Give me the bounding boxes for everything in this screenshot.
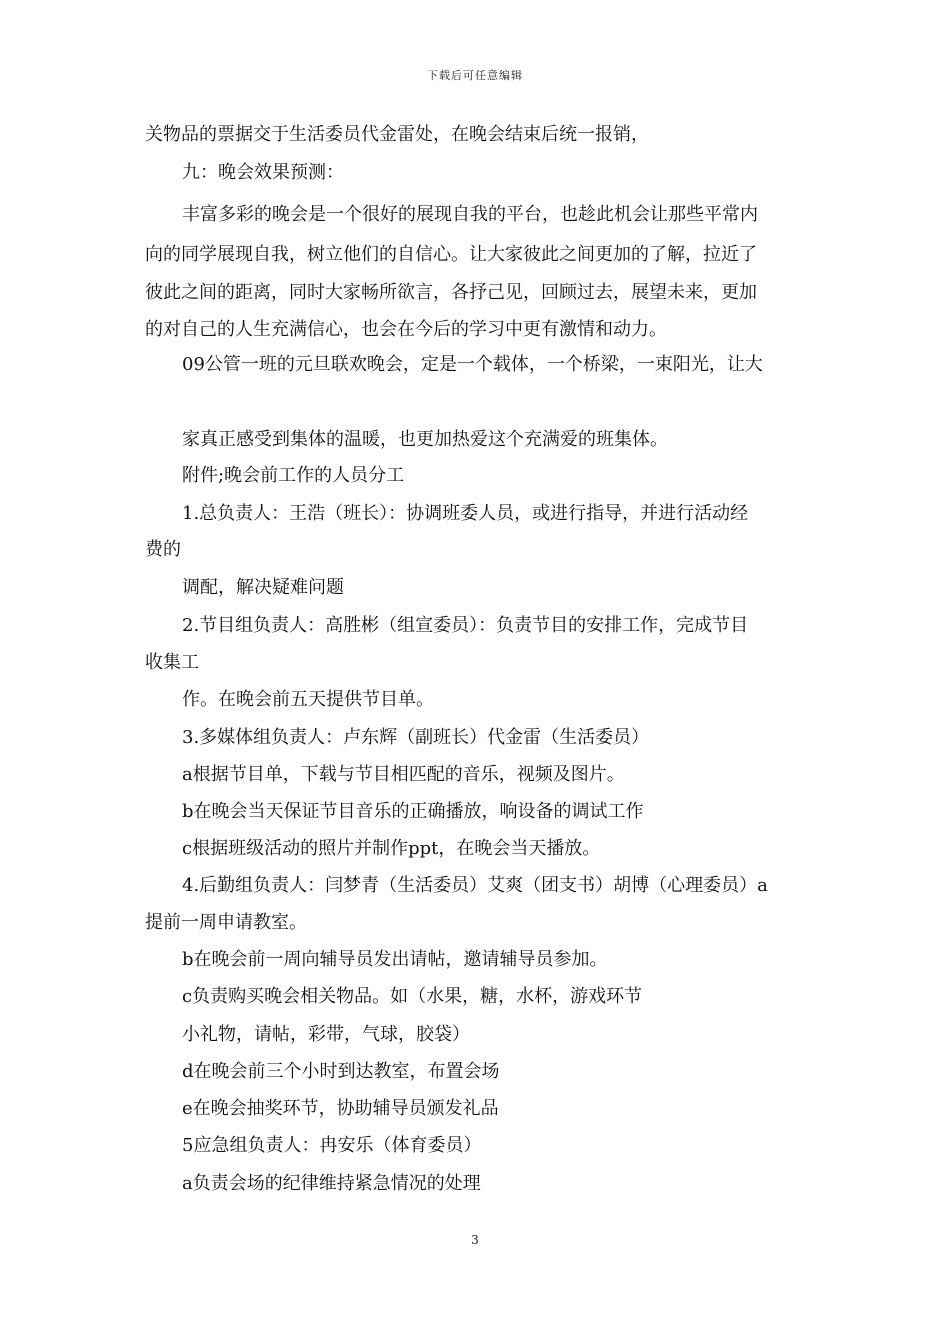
list-item: 4.后勤组负责人：闫梦青（生活委员）艾爽（团支书）胡博（心理委员）a: [182, 875, 768, 896]
paragraph-line: 09公管一班的元旦联欢晚会，定是一个载体，一个桥梁，一束阳光，让大: [182, 354, 763, 375]
list-item: 1.总负责人：王浩（班长）：协调班委人员，或进行指导，并进行活动经: [182, 503, 749, 524]
sub-item: c负责购买晚会相关物品。如（水果，糖，水杯，游戏环节: [182, 986, 643, 1007]
list-item: 3.多媒体组负责人：卢东辉（副班长）代金雷（生活委员）: [182, 727, 650, 748]
list-item-continued: 作。在晚会前五天提供节目单。: [182, 689, 434, 710]
paragraph-line: 丰富多彩的晚会是一个很好的展现自我的平台，也趁此机会让那些平常内: [182, 204, 758, 225]
sub-item: a负责会场的纪律维持紧急情况的处理: [182, 1173, 481, 1194]
page-header: 下载后可任意编辑: [427, 69, 523, 82]
paragraph-line: 家真正感受到集体的温暖，也更加热爱这个充满爱的班集体。: [182, 429, 668, 450]
list-item-continued: 收集工: [145, 652, 199, 673]
list-item: 5应急组负责人：冉安乐（体育委员）: [182, 1135, 482, 1156]
sub-item-continued: 小礼物，请帖，彩带，气球，胶袋）: [182, 1024, 470, 1045]
paragraph-line: 向的同学展现自我，树立他们的自信心。让大家彼此之间更加的了解，拉近了: [145, 244, 757, 265]
sub-item: d在晚会前三个小时到达教室，布置会场: [182, 1061, 500, 1082]
section-heading: 九：晚会效果预测：: [182, 162, 344, 183]
sub-item: b在晚会当天保证节目音乐的正确播放，响设备的调试工作: [182, 801, 644, 822]
list-item-continued: 提前一周申请教室。: [145, 912, 307, 933]
sub-item: e在晚会抽奖环节，协助辅导员颁发礼品: [182, 1098, 499, 1119]
sub-item: a根据节目单，下载与节目相匹配的音乐，视频及图片。: [182, 764, 625, 785]
page-number: 3: [471, 1233, 479, 1247]
paragraph-line: 关物品的票据交于生活委员代金雷处，在晚会结束后统一报销，: [145, 124, 649, 145]
sub-item: c根据班级活动的照片并制作ppt，在晚会当天播放。: [182, 838, 601, 859]
sub-item: b在晚会前一周向辅导员发出请帖，邀请辅导员参加。: [182, 949, 608, 970]
list-item-continued: 调配，解决疑难问题: [182, 577, 344, 598]
list-item-continued: 费的: [145, 539, 181, 560]
list-item: 2.节目组负责人：高胜彬（组宣委员）：负责节目的安排工作，完成节目: [182, 615, 749, 636]
paragraph-line: 的对自己的人生充满信心，也会在今后的学习中更有激情和动力。: [145, 319, 667, 340]
paragraph-line: 彼此之间的距离，同时大家畅所欲言，各抒己见，回顾过去，展望未来，更加: [145, 282, 757, 303]
appendix-heading: 附件;晚会前工作的人员分工: [182, 465, 405, 486]
